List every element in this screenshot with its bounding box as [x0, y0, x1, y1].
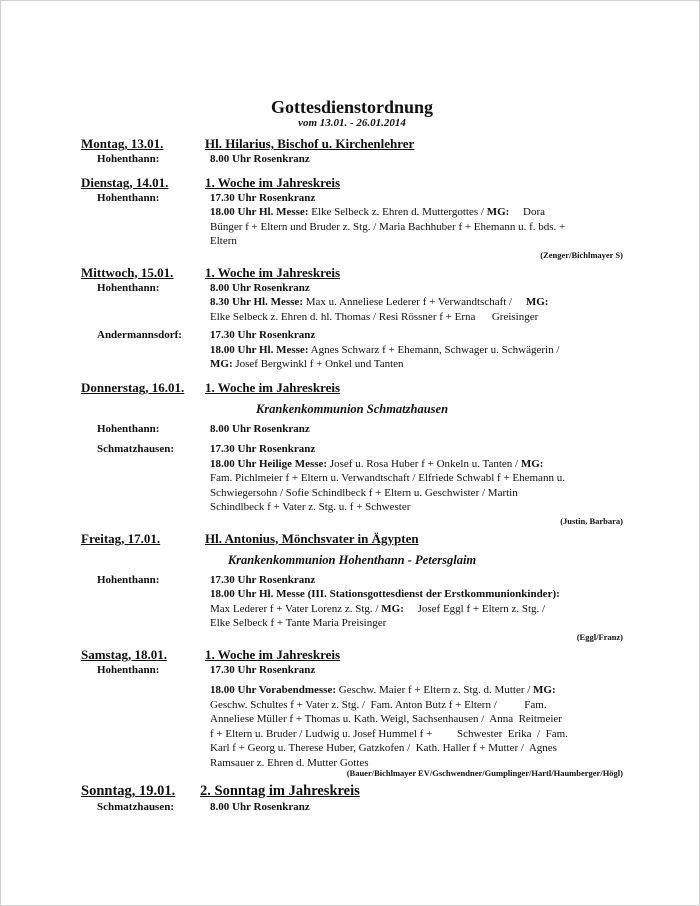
place-label: Hohenthann:: [97, 281, 160, 294]
day-date: Montag, 13.01.: [81, 136, 164, 151]
day-date: Freitag, 17.01.: [81, 530, 161, 546]
day-title: 1. Woche im Jahreskreis: [205, 264, 341, 280]
service-line: 8.30 Uhr Hl. Messe: Max u. Anneliese Lederer f + Verwandtschaft / MG:: [210, 296, 549, 308]
place-label: Schmatzhausen:: [97, 801, 175, 813]
ministrants-credit: (Eggl/Franz): [576, 631, 623, 642]
service-line: Bünger f + Eltern und Bruder z. Stg. / Maria Bachhuber f + Ehemann u. f. bds. +: [210, 220, 566, 233]
place-label: Hohenthann:: [97, 663, 160, 676]
day-title: 2. Sonntag im Jahreskreis: [200, 783, 360, 799]
place-label: Hohenthann:: [97, 153, 160, 165]
schedule: [81, 97, 623, 815]
service-line: 17.30 Uhr Rosenkranz: [210, 443, 316, 455]
day-title: 1. Woche im Jahreskreis: [205, 646, 341, 662]
service-line: 17.30 Uhr Rosenkranz: [210, 329, 316, 341]
day-title: 1. Woche im Jahreskreis: [205, 174, 341, 190]
service-line: Schindlbeck f + Vater z. Stg. u. f + Schwester: [210, 501, 411, 513]
service-line: Elke Selbeck z. Ehren d. hl. Thomas / Resi Rössner f + Erna Greisinger: [210, 310, 539, 323]
service-line: 17.30 Uhr Rosenkranz: [210, 573, 316, 586]
date-range: vom 13.01. - 26.01.2014: [298, 117, 406, 129]
service-line: MG: Josef Bergwinkl f + Onkel und Tanten: [210, 358, 404, 370]
sick-communion-note: Krankenkommunion Hohenthann - Petersglaim: [227, 552, 477, 567]
ministrants-credit: (Bauer/Bichlmayer EV/Gschwendner/Gumplinger/Hartl/Haumberger/Högl): [346, 768, 623, 778]
day-header-thursday: [81, 380, 623, 396]
day-title: Hl. Antonius, Mönchsvater in Ägypten: [205, 530, 419, 546]
service-line: Schwiegersohn / Sofie Schindlbeck f + Eltern u. Geschwister / Martin: [210, 486, 518, 499]
service-line: 18.00 Uhr Hl. Messe (III. Stationsgottesdienst der Erstkommunionkinder):: [210, 588, 560, 600]
place-label: Andermannsdorf:: [97, 329, 182, 341]
page-title: Gottesdienstordnung: [270, 97, 434, 117]
service-line: 17.30 Uhr Rosenkranz: [210, 663, 316, 676]
place-label: Hohenthann:: [97, 422, 160, 435]
entry-friday-hohenthann: [81, 573, 623, 631]
day-header-monday: [81, 136, 623, 152]
service-line: f + Eltern u. Bruder / Ludwig u. Josef Hummel f + Schwester Erika / Fam.: [210, 727, 568, 740]
entry-monday-hohenthann: [81, 152, 623, 167]
service-line: 8.00 Uhr Rosenkranz: [210, 281, 310, 294]
day-header-saturday: [81, 647, 623, 663]
service-line: 18.00 Uhr Heilige Messe: Josef u. Rosa Huber f + Onkeln u. Tanten / MG:: [210, 457, 544, 470]
service-line: 18.00 Uhr Vorabendmesse: Geschw. Maier f + Eltern z. Stg. d. Mutter / MG:: [210, 684, 556, 696]
service-line: Fam. Pichlmeier f + Eltern u. Verwandtschaft / Elfriede Schwabl f + Ehemann u.: [210, 472, 565, 484]
service-line: Geschw. Schultes f + Vater z. Stg. / Fam. Anton Butz f + Eltern / Fam.: [210, 698, 547, 711]
entry-wednesday-hohenthann: [81, 281, 623, 325]
day-date: Samstag, 18.01.: [81, 646, 167, 662]
entry-wednesday-andermannsdorf: [81, 328, 623, 372]
day-title: Hl. Hilarius, Bischof u. Kirchenlehrer: [205, 136, 415, 151]
service-line: Karl f + Georg u. Therese Huber, Gatzkofen / Kath. Haller f + Mutter / Agnes: [210, 742, 557, 754]
service-line: 8.00 Uhr Rosenkranz: [210, 801, 310, 813]
entry-sunday-schmatzhausen: [81, 800, 623, 815]
place-label: Hohenthann:: [97, 573, 160, 586]
day-header-sunday: [81, 783, 623, 800]
day-date: Mittwoch, 15.01.: [81, 264, 174, 280]
entry-thursday-schmatzhausen: [81, 442, 623, 515]
service-line: Eltern: [210, 235, 237, 247]
sick-communion-note: Krankenkommunion Schmatzhausen: [255, 401, 449, 416]
day-date: Dienstag, 14.01.: [81, 174, 169, 190]
ministrants-credit: (Justin, Barbara): [560, 515, 623, 526]
place-label: Hohenthann:: [97, 191, 160, 204]
entry-tuesday-hohenthann: [81, 191, 623, 249]
day-date: Donnerstag, 16.01.: [81, 379, 185, 395]
service-line: 8.00 Uhr Rosenkranz: [210, 422, 310, 435]
place-label: Schmatzhausen:: [97, 443, 175, 455]
service-line: 8.00 Uhr Rosenkranz: [210, 153, 310, 165]
service-line: Elke Selbeck f + Tante Maria Preisinger: [210, 617, 387, 629]
service-line: Anneliese Müller f + Thomas u. Kath. Weigl, Sachsenhausen / Anna Reitmeier: [210, 713, 562, 725]
day-header-friday: [81, 531, 623, 547]
day-header-wednesday: [81, 265, 623, 281]
entry-thursday-hohenthann: [81, 422, 623, 437]
service-line: 17.30 Uhr Rosenkranz: [210, 191, 316, 204]
entry-saturday-hohenthann: [81, 663, 623, 771]
day-date: Sonntag, 19.01.: [81, 783, 176, 799]
service-line: Ramsauer z. Ehren d. Mutter Gottes: [210, 756, 369, 769]
ministrants-credit: (Zenger/Bichlmayer S): [540, 249, 623, 260]
service-line: 18.00 Uhr Hl. Messe: Elke Selbeck z. Ehren d. Muttergottes / MG: Dora: [210, 206, 546, 218]
day-title: 1. Woche im Jahreskreis: [205, 379, 341, 395]
service-line: 18.00 Uhr Hl. Messe: Agnes Schwarz f + Ehemann, Schwager u. Schwägerin /: [210, 343, 560, 356]
day-header-tuesday: [81, 175, 623, 191]
service-line: Max Lederer f + Vater Lorenz z. Stg. / MG: Josef Eggl f + Eltern z. Stg. /: [210, 602, 546, 615]
